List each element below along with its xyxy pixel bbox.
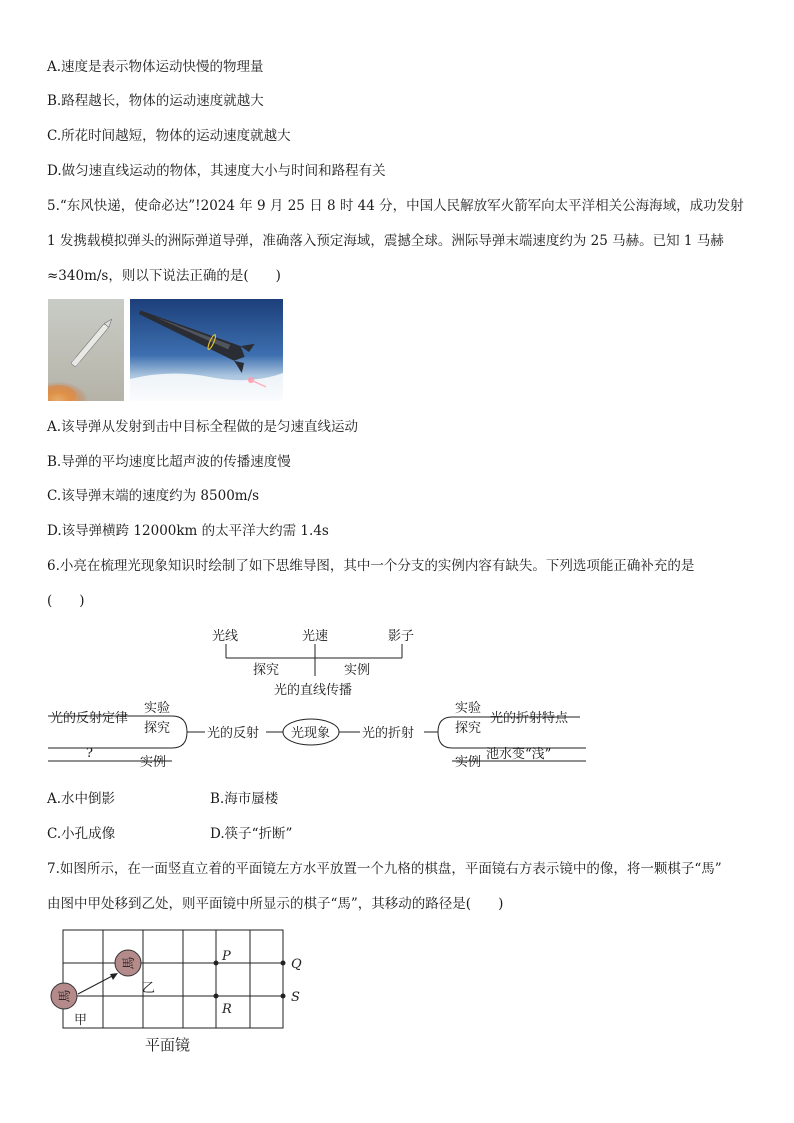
mm-right-example: 实例 (455, 755, 482, 770)
mm-top-item-1: 光线 (212, 629, 239, 644)
missile-flight-photo (130, 299, 283, 401)
mm-left-explore: 探究 (144, 721, 171, 736)
mm-top-branch-explore: 探究 (253, 663, 280, 678)
point-p-label: P (222, 949, 231, 964)
mm-top-item-2: 光速 (302, 629, 329, 644)
mm-right-explore: 探究 (455, 721, 482, 736)
q6-option-b: B.海市蜃楼 (210, 791, 279, 807)
q5-stem-line1: 5.“东风快递，使命必达”!2024 年 9 月 25 日 8 时 44 分，中国人民解放军火箭军向太平洋相关公海海域，成功发射 (47, 198, 744, 214)
mm-missing-example: ? (86, 746, 93, 761)
mm-straight-propagation: 光的直线传播 (274, 683, 353, 698)
mm-left-experiment: 实验 (144, 701, 171, 716)
chessboard-mirror-figure (0, 920, 794, 1060)
q7-stem-line1: 7.如图所示，在一面竖直立着的平面镜左方水平放置一个九格的棋盘，平面镜右方表示镜中的像，将一颗棋子“馬” (47, 861, 722, 877)
q5-option-b: B.导弹的平均速度比超声波的传播速度慢 (47, 454, 291, 470)
mm-left-example: 实例 (140, 755, 167, 770)
mm-center-node: 光现象 (291, 726, 331, 741)
mm-top-item-3: 影子 (388, 629, 415, 644)
q5-option-d: D.该导弹横跨 12000km 的太平洋大约需 1.4s (47, 523, 329, 539)
mind-map-diagram (0, 620, 794, 780)
mm-reflection-law: 光的反射定律 (50, 711, 129, 726)
q4-option-a: A.速度是表示物体运动快慢的物理量 (47, 59, 264, 75)
chess-piece-end-label: 馬 (122, 956, 137, 970)
mm-refraction-node: 光的折射 (362, 726, 415, 741)
chess-start-label: 甲 (74, 1013, 88, 1028)
point-q-label: Q (291, 957, 302, 972)
point-r-label: R (222, 1002, 232, 1017)
q4-option-d: D.做匀速直线运动的物体，其速度大小与时间和路程有关 (47, 163, 386, 179)
q6-option-c: C.小孔成像 (47, 826, 116, 842)
missile-launch-photo (48, 299, 124, 401)
chess-piece-start-label: 馬 (58, 989, 73, 1003)
mm-reflection-node: 光的反射 (207, 726, 260, 741)
mirror-caption: 平面镜 (145, 1036, 191, 1054)
q5-stem-line3: ≈340m/s，则以下说法正确的是( ) (47, 268, 281, 284)
point-s-label: S (291, 990, 300, 1005)
q6-stem-line1: 6.小亮在梳理光现象知识时绘制了如下思维导图，其中一个分支的实例内容有缺失。下列选项能正确补充的是 (47, 558, 695, 574)
mm-right-experiment: 实验 (455, 701, 482, 716)
q4-option-b: B.路程越长，物体的运动速度就越大 (47, 93, 264, 109)
q6-stem-line2: ( ) (47, 593, 85, 609)
mm-refraction-feature: 光的折射特点 (490, 711, 569, 726)
q5-option-a: A.该导弹从发射到击中目标全程做的是匀速直线运动 (47, 419, 359, 435)
q5-stem-line2: 1 发携载模拟弹头的洲际弹道导弹，准确落入预定海域，震撼全球。洲际导弹末端速度约为 25 马赫。已知 1 马赫 (47, 233, 724, 249)
mm-top-branch-example: 实例 (344, 663, 371, 678)
q6-option-d: D.筷子“折断” (210, 826, 293, 842)
q4-option-c: C.所花时间越短，物体的运动速度就越大 (47, 128, 291, 144)
mm-pool-shallow: 池水变“浅” (486, 747, 552, 762)
q5-option-c: C.该导弹末端的速度约为 8500m/s (47, 488, 260, 504)
chess-end-label: 乙 (142, 981, 156, 996)
q7-stem-line2: 由图中甲处移到乙处，则平面镜中所显示的棋子“馬”，其移动的路径是( ) (47, 896, 504, 912)
q6-option-a: A.水中倒影 (47, 791, 116, 807)
